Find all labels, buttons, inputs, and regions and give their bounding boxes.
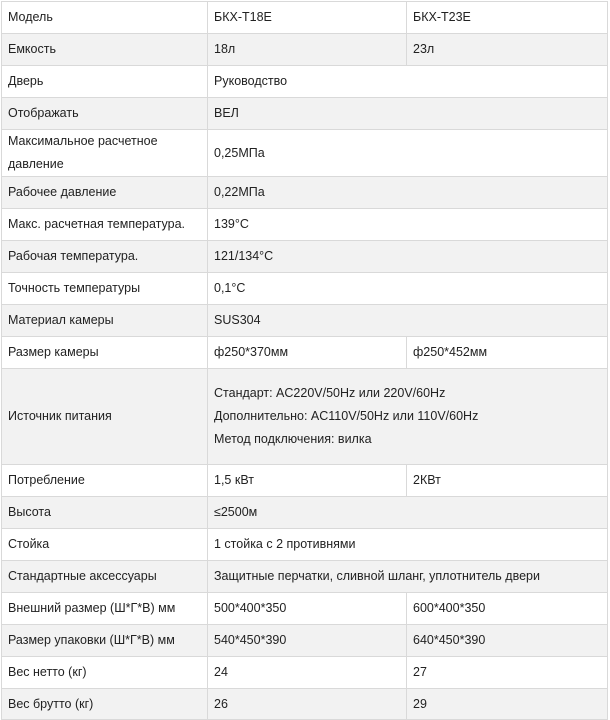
row-label: Емкость	[2, 34, 208, 66]
row-gross-weight	[2, 689, 608, 720]
power-source-line: Метод подключения: вилка	[214, 432, 372, 446]
value-gross-weight-b: 29	[407, 689, 608, 720]
row-power-source	[2, 369, 608, 465]
row-label: Источник питания	[2, 369, 208, 465]
value-max-temp: 139°C	[208, 209, 608, 241]
row-door	[2, 66, 608, 98]
value-model-b: БКХ-Т23Е	[407, 2, 608, 34]
row-temp-accuracy	[2, 273, 608, 305]
value-capacity-a: 18л	[208, 34, 407, 66]
row-label: Модель	[2, 2, 208, 34]
row-label-line: Максимальное расчетное	[8, 134, 158, 148]
value-net-weight-a: 24	[208, 657, 407, 689]
row-label: Точность температуры	[2, 273, 208, 305]
row-max-temp	[2, 209, 608, 241]
row-accessories	[2, 561, 608, 593]
row-label	[2, 130, 208, 177]
value-external-size-a: 500*400*350	[208, 593, 407, 625]
value-work-temp: 121/134°C	[208, 241, 608, 273]
value-chamber-material: SUS304	[208, 305, 608, 337]
row-capacity	[2, 34, 608, 66]
value-max-pressure: 0,25МПа	[208, 130, 608, 177]
row-altitude	[2, 497, 608, 529]
row-label: Стандартные аксессуары	[2, 561, 208, 593]
row-label: Рабочее давление	[2, 177, 208, 209]
row-label: Рабочая температура.	[2, 241, 208, 273]
row-max-pressure	[2, 130, 608, 177]
value-chamber-size-b: ф250*452мм	[407, 337, 608, 369]
value-gross-weight-a: 26	[208, 689, 407, 720]
value-work-pressure: 0,22МПа	[208, 177, 608, 209]
row-label-line: давление	[8, 157, 64, 171]
value-rack: 1 стойка с 2 противнями	[208, 529, 608, 561]
value-package-size-b: 640*450*390	[407, 625, 608, 657]
value-net-weight-b: 27	[407, 657, 608, 689]
row-label: Размер камеры	[2, 337, 208, 369]
row-external-size	[2, 593, 608, 625]
value-door: Руководство	[208, 66, 608, 98]
row-model	[2, 2, 608, 34]
value-accessories: Защитные перчатки, сливной шланг, уплотнитель двери	[208, 561, 608, 593]
row-label: Материал камеры	[2, 305, 208, 337]
value-package-size-a: 540*450*390	[208, 625, 407, 657]
spec-table	[1, 1, 608, 720]
value-model-a: БКХ-Т18Е	[208, 2, 407, 34]
row-label: Высота	[2, 497, 208, 529]
row-chamber-material	[2, 305, 608, 337]
value-consumption-b: 2КВт	[407, 465, 608, 497]
row-label: Размер упаковки (Ш*Г*В) мм	[2, 625, 208, 657]
row-chamber-size	[2, 337, 608, 369]
value-altitude: ≤2500м	[208, 497, 608, 529]
row-consumption	[2, 465, 608, 497]
value-consumption-a: 1,5 кВт	[208, 465, 407, 497]
row-net-weight	[2, 657, 608, 689]
row-label: Вес брутто (кг)	[2, 689, 208, 720]
value-temp-accuracy: 0,1°C	[208, 273, 608, 305]
row-package-size	[2, 625, 608, 657]
row-display	[2, 98, 608, 130]
row-rack	[2, 529, 608, 561]
row-label: Отображать	[2, 98, 208, 130]
row-work-temp	[2, 241, 608, 273]
value-external-size-b: 600*400*350	[407, 593, 608, 625]
row-label: Макс. расчетная температура.	[2, 209, 208, 241]
power-source-line: Дополнительно: AC110V/50Hz или 110V/60Hz	[214, 409, 479, 423]
row-label: Вес нетто (кг)	[2, 657, 208, 689]
value-power-source	[208, 369, 608, 465]
row-label: Внешний размер (Ш*Г*В) мм	[2, 593, 208, 625]
value-chamber-size-a: ф250*370мм	[208, 337, 407, 369]
row-label: Дверь	[2, 66, 208, 98]
value-display: ВЕЛ	[208, 98, 608, 130]
row-work-pressure	[2, 177, 608, 209]
power-source-line: Стандарт: AC220V/50Hz или 220V/60Hz	[214, 386, 446, 400]
value-capacity-b: 23л	[407, 34, 608, 66]
row-label: Стойка	[2, 529, 208, 561]
row-label: Потребление	[2, 465, 208, 497]
